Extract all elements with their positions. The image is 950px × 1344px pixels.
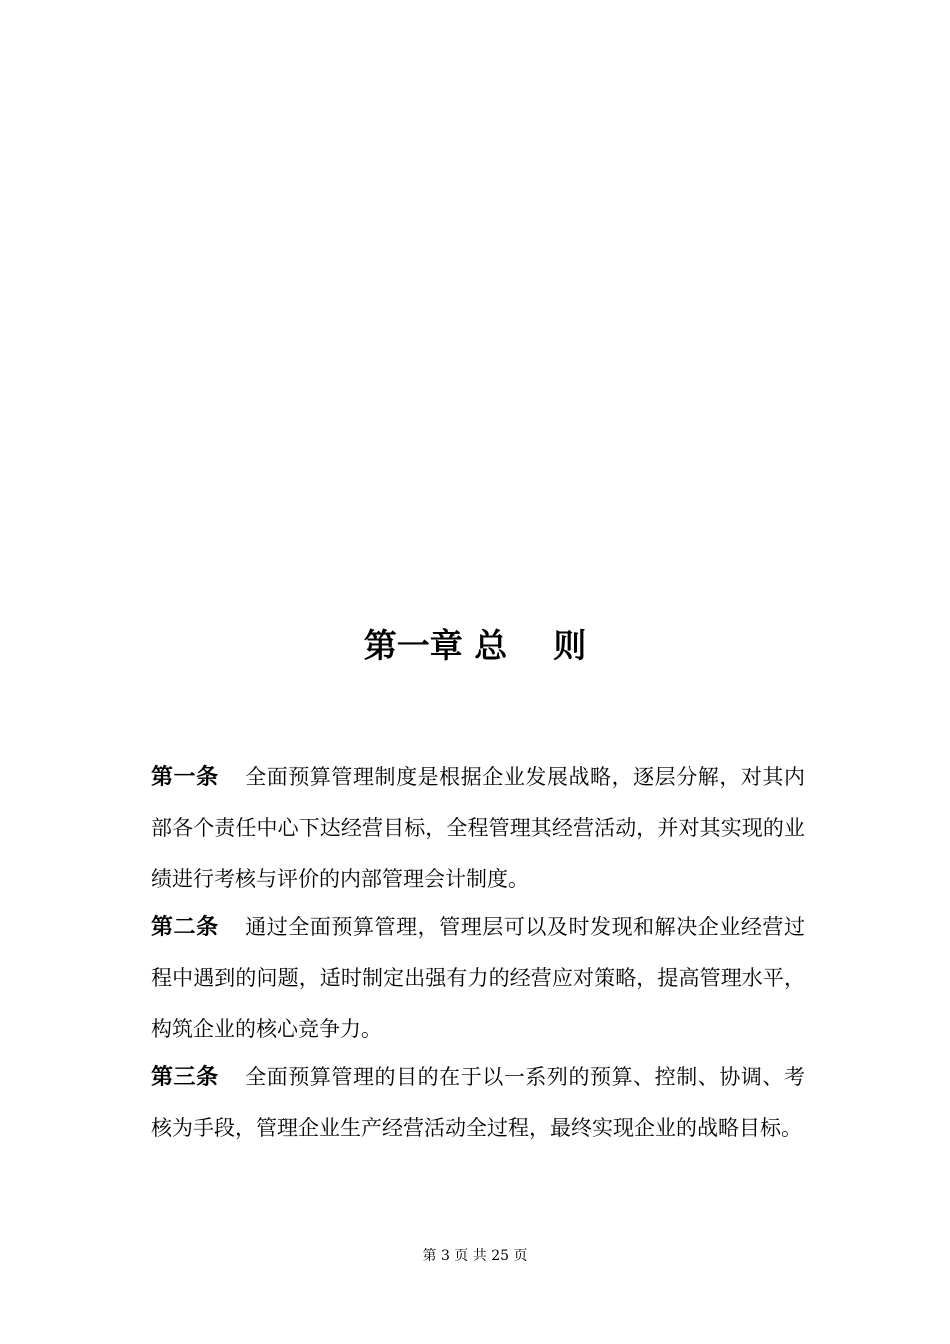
article-text: 全面预算管理的目的在于以一系列的预算、控制、协调、考核为手段，管理企业生产经营活动全过程，最终实现企业的战略目标。 [151, 1065, 805, 1140]
chapter-title: 第一章 总 则 [363, 626, 587, 665]
article-2 [151, 902, 805, 1055]
article-text: 通过全面预算管理，管理层可以及时发现和解决企业经营过程中遇到的问题，适时制定出强有力的经营应对策略，提高管理水平，构筑企业的核心竞争力。 [151, 915, 805, 1041]
article-number: 第二条 [151, 914, 219, 940]
article-number: 第三条 [151, 1064, 219, 1090]
article-3 [151, 1052, 805, 1154]
article-number: 第一条 [151, 764, 219, 790]
article-text: 全面预算管理制度是根据企业发展战略，逐层分解，对其内部各个责任中心下达经营目标，全程管理其经营活动，并对其实现的业绩进行考核与评价的内部管理会计制度。 [151, 765, 805, 891]
page-footer: 第 3 页 共 25 页 [422, 1248, 528, 1264]
article-1 [151, 752, 805, 905]
